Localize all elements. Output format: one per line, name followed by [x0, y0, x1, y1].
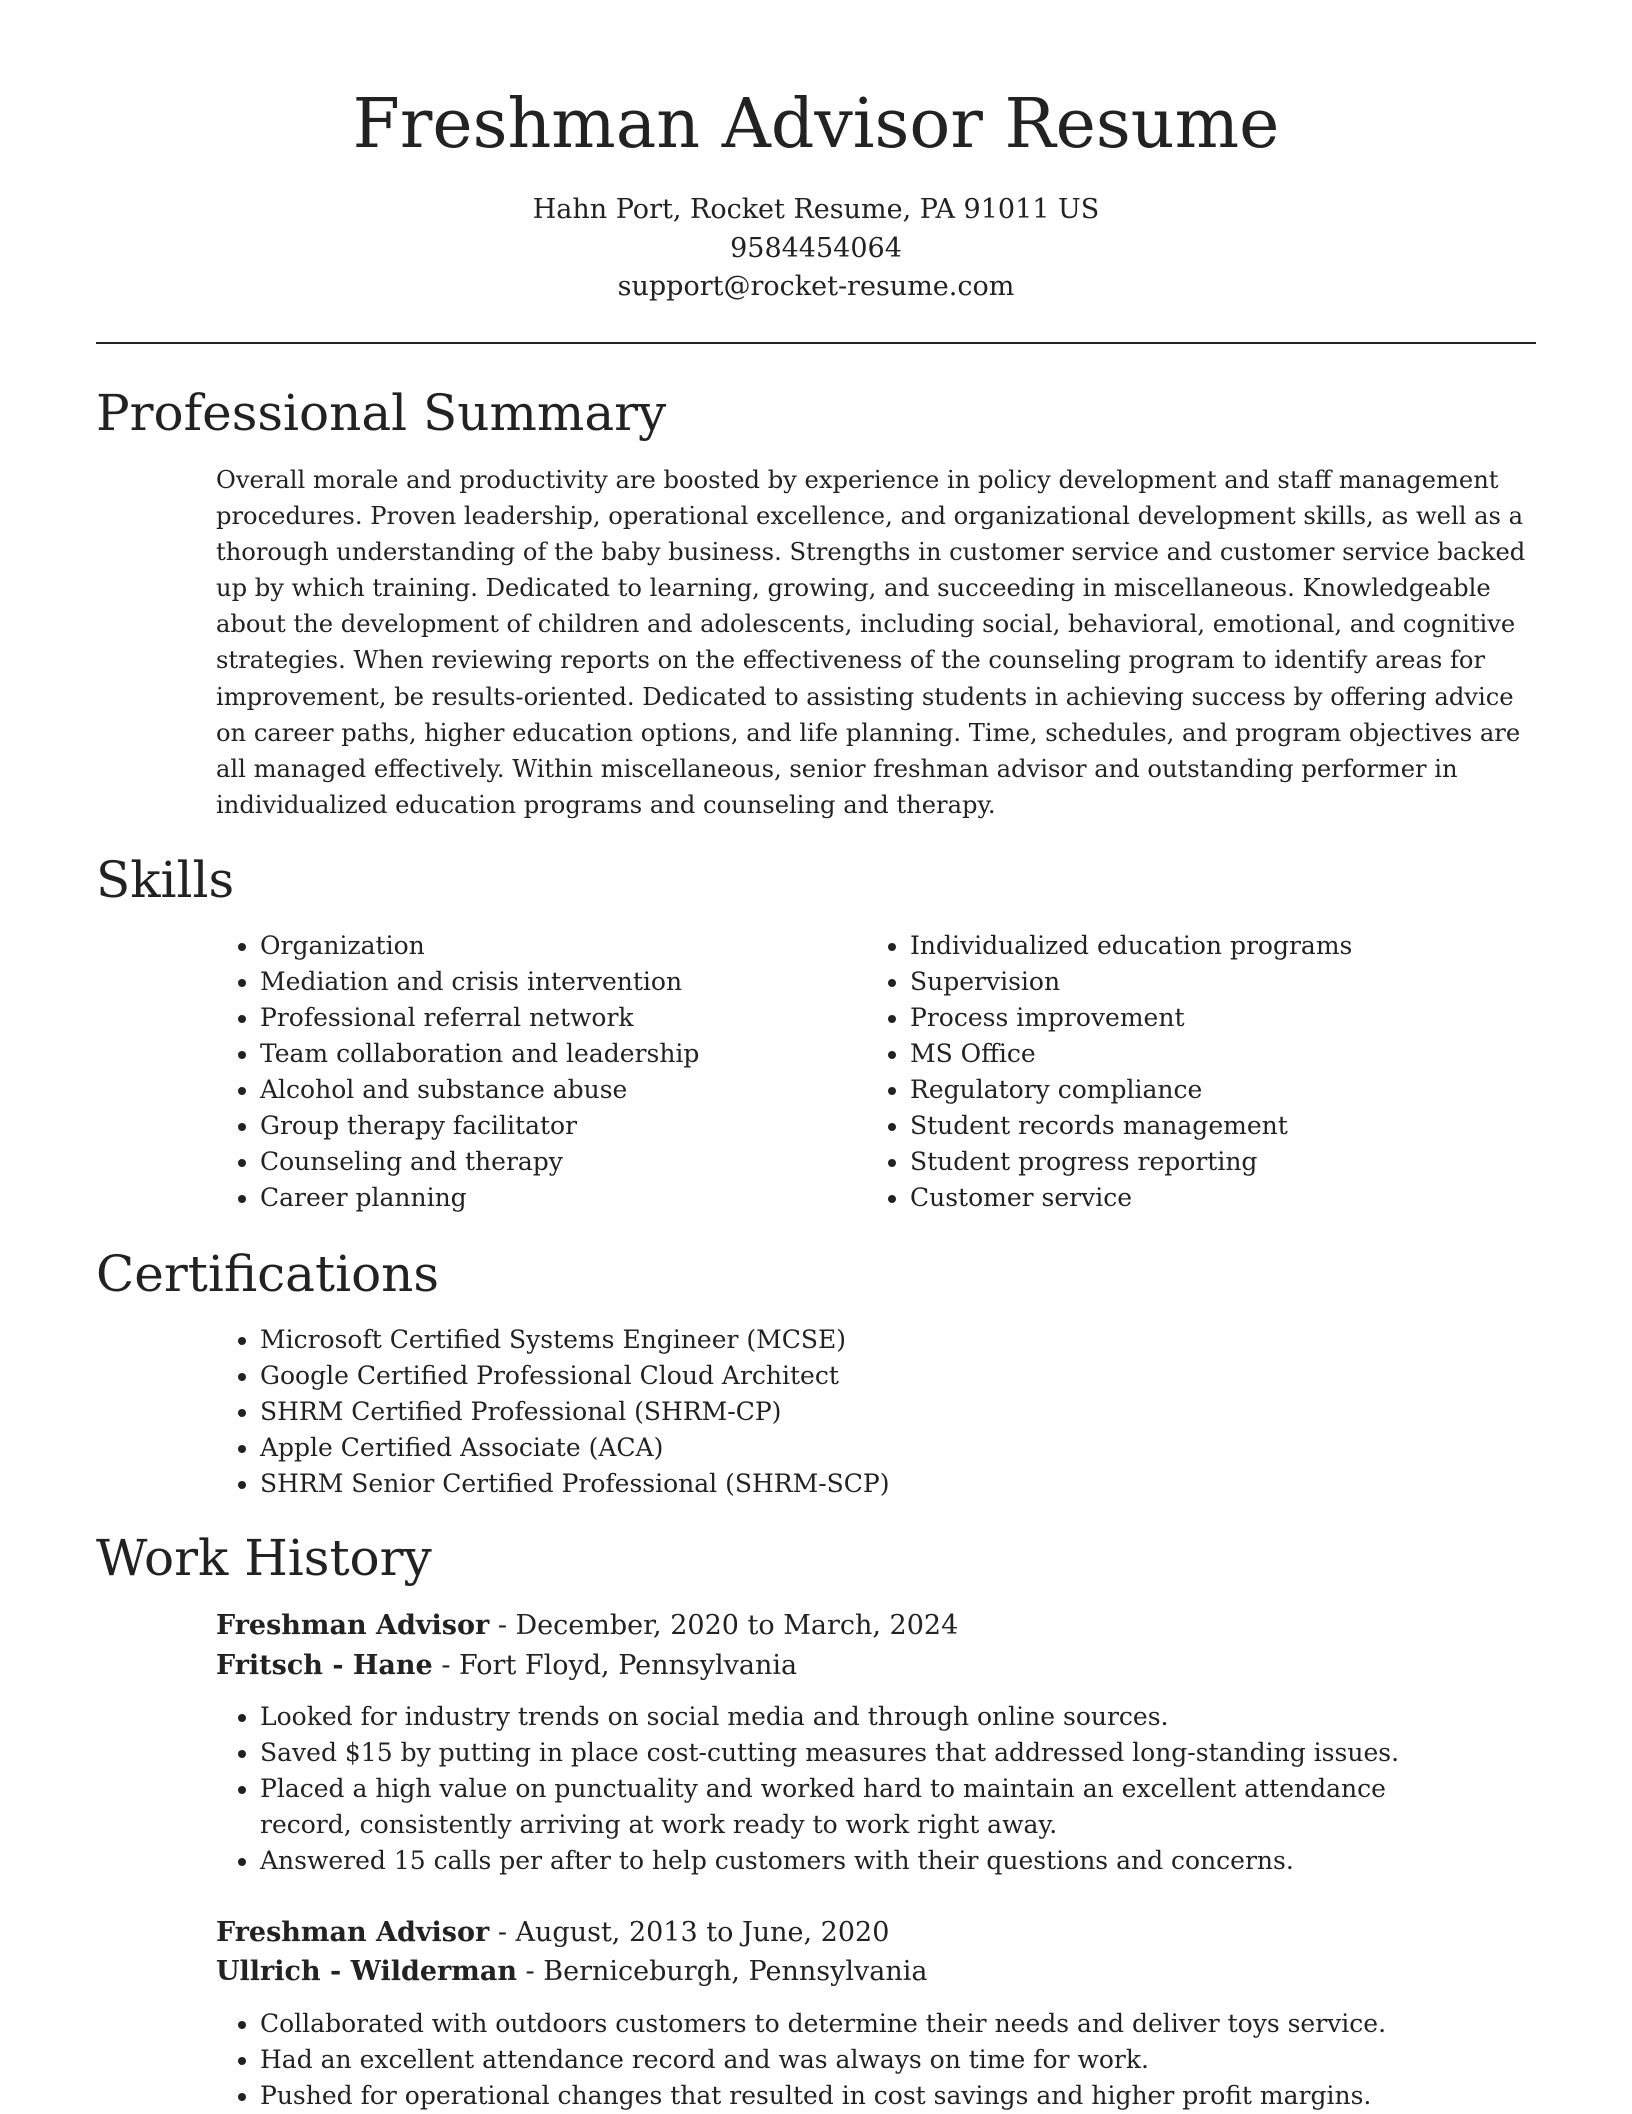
job-company: Ullrich - Wilderman: [216, 1956, 517, 1987]
job-title-line: [216, 1913, 889, 1953]
job-company-line: [216, 1646, 797, 1686]
certifications-list: [216, 1322, 1460, 1502]
section-title-certifications: Certifications: [96, 1245, 440, 1303]
list-item: • Placed a high value on punctuality and worked hard to maintain an excellent attendance record, consistently arriving at work ready to work right away.: [260, 1771, 1450, 1843]
list-item: • Apple Certified Associate (ACA): [260, 1430, 1460, 1466]
contact-address: Hahn Port, Rocket Resume, PA 91011 US: [532, 194, 1100, 225]
job-company-line: [216, 1952, 927, 1992]
job-title-line: [216, 1606, 958, 1646]
summary-text: Overall morale and productivity are boosted by experience in policy development and staff management procedures. Proven leadership, operational excellence, and organizational development skills, as well as a thorough understanding of the baby business. Strengths in customer service and customer service backed up by which training. Dedicated to learning, growing, and succeeding in miscellaneous. Knowledgeable about the development of children and adolescents, including social, behavioral, emotional, and cognitive strategies. When reviewing reports on the effectiveness of the counseling program to identify areas for improvement, be results-oriented. Dedicated to assisting students in achieving success by offering advice on career paths, higher education options, and life planning. Time, schedules, and program objectives are all managed effectively. Within miscellaneous, senior freshman advisor and outstanding performer in individualized education programs and counseling and therapy.: [216, 466, 1526, 819]
list-item: • Supervision: [910, 964, 1550, 1000]
list-item: • Professional referral network: [260, 1000, 820, 1036]
list-item: • Looked for industry trends on social media and through online sources.: [260, 1699, 1450, 1735]
job-bullets: [216, 1699, 1450, 1879]
section-title-skills: Skills: [96, 851, 235, 909]
list-item: • SHRM Certified Professional (SHRM-CP): [260, 1394, 1460, 1430]
section-title-work-history: Work History: [96, 1529, 432, 1587]
list-item: • Counseling and therapy: [260, 1144, 820, 1180]
list-item: • Google Certified Professional Cloud Architect: [260, 1358, 1460, 1394]
job-role: Freshman Advisor: [216, 1917, 490, 1948]
header-divider: [96, 342, 1536, 344]
job-location: - Berniceburgh, Pennsylvania: [516, 1956, 928, 1987]
job-company: Fritsch - Hane: [216, 1650, 433, 1681]
list-item: • Answered 15 calls per after to help customers with their questions and concerns.: [260, 1843, 1450, 1879]
list-item: • Student records management: [910, 1108, 1550, 1144]
job-dates: - December, 2020 to March, 2024: [489, 1610, 959, 1641]
list-item: • Organization: [260, 928, 820, 964]
list-item: • Alcohol and substance abuse: [260, 1072, 820, 1108]
job-role: Freshman Advisor: [216, 1610, 490, 1641]
list-item: • Group therapy facilitator: [260, 1108, 820, 1144]
list-item: • Team collaboration and leadership: [260, 1036, 820, 1072]
skills-list-right: [866, 928, 1550, 1216]
list-item: • Mediation and crisis intervention: [260, 964, 820, 1000]
list-item: • Regulatory compliance: [910, 1072, 1550, 1108]
list-item: • Customer service: [910, 1180, 1550, 1216]
job-location: - Fort Floyd, Pennsylvania: [432, 1650, 798, 1681]
list-item: • MS Office: [910, 1036, 1550, 1072]
list-item: • Pushed for operational changes that resulted in cost savings and higher profit margins.: [260, 2078, 1450, 2114]
contact-email: support@rocket-resume.com: [617, 271, 1015, 302]
list-item: • Process improvement: [910, 1000, 1550, 1036]
list-item: • Student progress reporting: [910, 1144, 1550, 1180]
skills-list-left: [216, 928, 820, 1216]
list-item: • Had an excellent attendance record and was always on time for work.: [260, 2042, 1450, 2078]
job-bullets: [216, 2006, 1450, 2114]
job-dates: - August, 2013 to June, 2020: [489, 1917, 890, 1948]
list-item: • SHRM Senior Certified Professional (SHRM-SCP): [260, 1466, 1460, 1502]
section-title-summary: Professional Summary: [96, 384, 667, 442]
list-item: • Collaborated with outdoors customers to determine their needs and deliver toys service.: [260, 2006, 1450, 2042]
list-item: • Individualized education programs: [910, 928, 1550, 964]
list-item: • Saved $15 by putting in place cost-cutting measures that addressed long-standing issues.: [260, 1735, 1450, 1771]
resume-title: Freshman Advisor Resume: [352, 85, 1280, 164]
list-item: • Career planning: [260, 1180, 820, 1216]
list-item: • Microsoft Certified Systems Engineer (MCSE): [260, 1322, 1460, 1358]
contact-phone: 9584454064: [730, 233, 902, 264]
